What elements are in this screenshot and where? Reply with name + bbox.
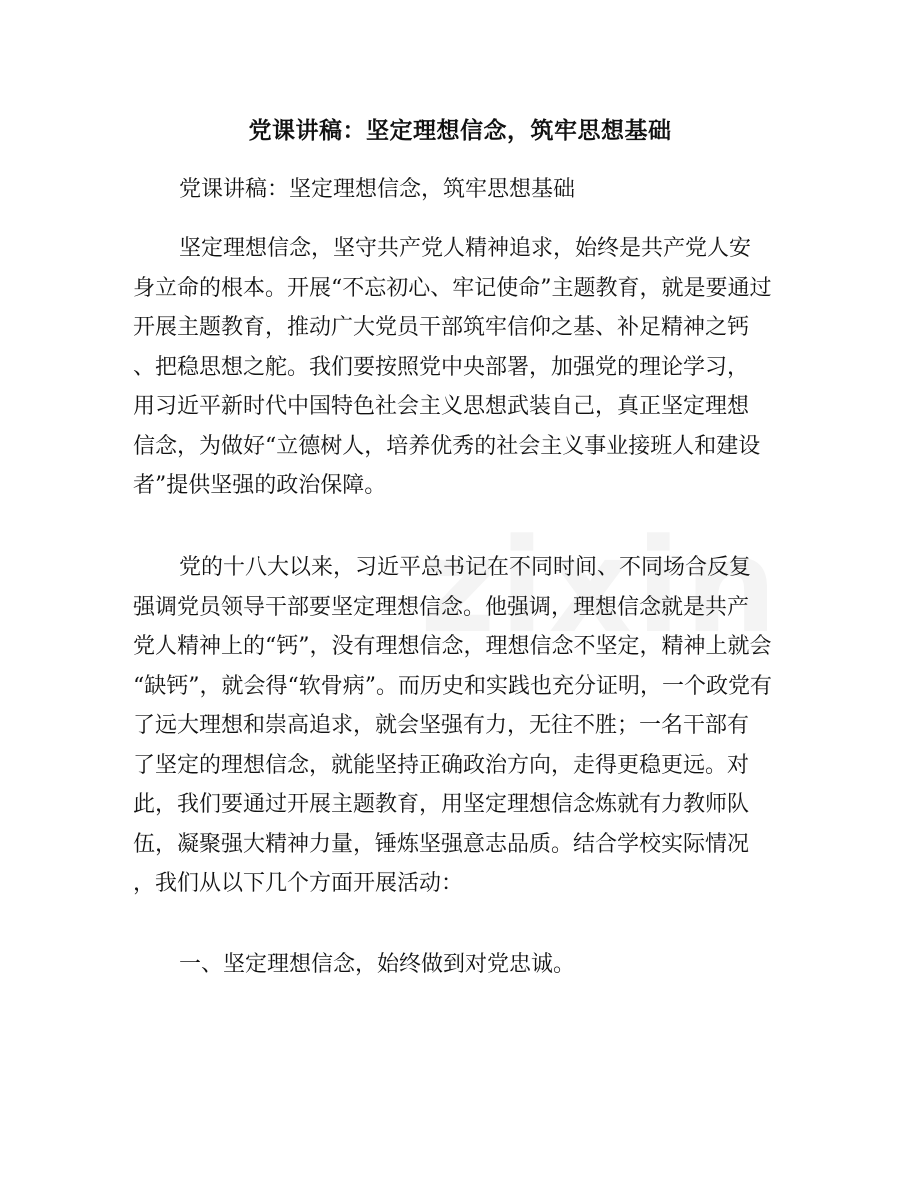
paragraph-line: 、把稳思想之舵。我们要按照党中央部署，加强党的理论学习， — [133, 354, 750, 380]
section-heading: 一、坚定理想信念，始终做到对党忠诚。 — [179, 952, 576, 977]
document-title: 党课讲稿：坚定理想信念，筑牢思想基础 — [248, 117, 672, 144]
paragraph-line: 坚定理想信念，坚守共产党人精神追求，始终是共产党人安 — [179, 236, 752, 261]
paragraph-line: 强调党员领导干部要坚定理想信念。他强调，理想信念就是共产 — [133, 594, 750, 620]
paragraph-2 — [133, 548, 793, 904]
paragraph-line: 了坚定的理想信念，就能坚持正确政治方向，走得更稳更远。对 — [133, 752, 750, 778]
paragraph-line: ，我们从以下几个方面开展活动： — [133, 871, 464, 896]
paragraph-line: 党的十八大以来，习近平总书记在不同时间、不同场合反复 — [179, 555, 752, 580]
paragraph-line: 此，我们要通过开展主题教育，用坚定理想信念炼就有力教师队 — [133, 792, 750, 817]
paragraph-1 — [133, 229, 793, 506]
document-subtitle: 党课讲稿：坚定理想信念，筑牢思想基础 — [179, 177, 576, 202]
paragraph-line: 者”提供坚强的政治保障。 — [133, 473, 387, 498]
paragraph-line: 信念，为做好“立德树人，培养优秀的社会主义事业接班人和建设 — [133, 433, 761, 459]
paragraph-line: “缺钙”，就会得“软骨病”。而历史和实践也充分证明，一个政党有 — [133, 673, 772, 699]
paragraph-line: 伍，凝聚强大精神力量，锤炼坚强意志品质。结合学校实际情况 — [133, 831, 750, 857]
paragraph-line: 用习近平新时代中国特色社会主义思想武装自己，真正坚定理想 — [133, 394, 750, 419]
section-heading-block — [133, 945, 793, 985]
paragraph-line: 开展主题教育，推动广大党员干部筑牢信仰之基、补足精神之钙 — [133, 315, 750, 340]
paragraph-line: 了远大理想和崇高追求，就会坚强有力，无往不胜；一名干部有 — [133, 713, 750, 738]
document-subtitle-block — [133, 170, 793, 210]
paragraph-line: 党人精神上的“钙”，没有理想信念，理想信念不坚定，精神上就会 — [133, 634, 772, 659]
paragraph-line: 身立命的根本。开展“不忘初心、牢记使命”主题教育，就是要通过 — [133, 275, 772, 301]
